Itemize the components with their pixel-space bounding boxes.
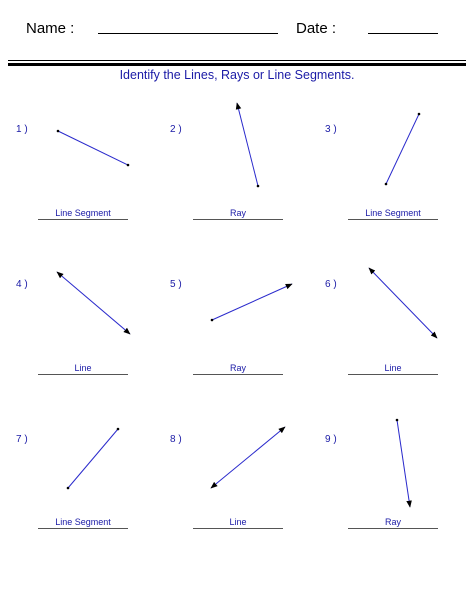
problem-number-6: 6 ) bbox=[325, 279, 337, 290]
answer-3[interactable]: Line Segment bbox=[348, 207, 438, 220]
answer-9[interactable]: Ray bbox=[348, 516, 438, 529]
figure-6-line bbox=[369, 268, 437, 338]
figure-5-ray bbox=[211, 284, 292, 321]
problem-number-4: 4 ) bbox=[16, 279, 28, 290]
answer-1[interactable]: Line Segment bbox=[38, 207, 128, 220]
answer-5[interactable]: Ray bbox=[193, 362, 283, 375]
figure-3-line-segment bbox=[385, 113, 421, 186]
answer-6[interactable]: Line bbox=[348, 362, 438, 375]
figure-8-line bbox=[211, 427, 285, 488]
problem-number-9: 9 ) bbox=[325, 434, 337, 445]
problem-number-3: 3 ) bbox=[325, 124, 337, 135]
answer-2[interactable]: Ray bbox=[193, 207, 283, 220]
answer-4[interactable]: Line bbox=[38, 362, 128, 375]
figure-2-ray bbox=[237, 103, 259, 187]
problem-number-5: 5 ) bbox=[170, 279, 182, 290]
figure-1-line-segment bbox=[57, 130, 130, 167]
name-label: Name : bbox=[26, 20, 75, 37]
problem-number-2: 2 ) bbox=[170, 124, 182, 135]
figure-4-line bbox=[57, 272, 130, 334]
figure-7-line-segment bbox=[67, 428, 120, 490]
problem-number-1: 1 ) bbox=[16, 124, 28, 135]
answer-7[interactable]: Line Segment bbox=[38, 516, 128, 529]
date-label: Date : bbox=[296, 20, 337, 37]
problem-number-8: 8 ) bbox=[170, 434, 182, 445]
worksheet-title: Identify the Lines, Rays or Line Segments. bbox=[119, 68, 355, 82]
figure-9-ray bbox=[396, 419, 410, 507]
problem-number-7: 7 ) bbox=[16, 434, 28, 445]
answer-8[interactable]: Line bbox=[193, 516, 283, 529]
